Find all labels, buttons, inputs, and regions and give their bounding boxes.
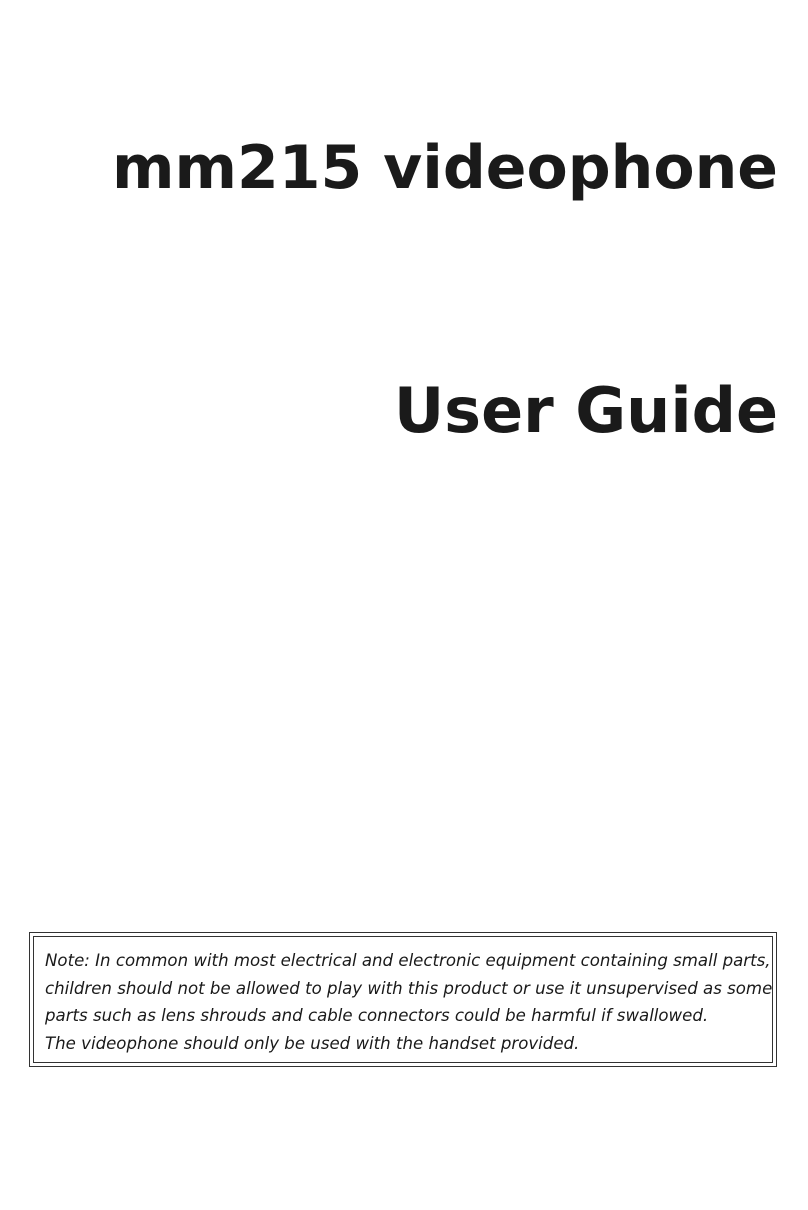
safety-note-inner-border (33, 936, 773, 1063)
safety-note-box (29, 932, 777, 1067)
safety-note-line: parts such as lens shrouds and cable connectors could be harmful if swallowed. (45, 1006, 709, 1025)
guide-title: User Guide (393, 374, 778, 447)
safety-note-line: children should not be allowed to play with this product or use it unsupervised as some (45, 978, 773, 998)
safety-note-line: The videophone should only be used with the handset provided. (45, 1033, 580, 1053)
product-title: mm215 videophone (111, 133, 778, 203)
safety-note-line: Note: In common with most electrical and electronic equipment containing small parts, (45, 951, 771, 970)
